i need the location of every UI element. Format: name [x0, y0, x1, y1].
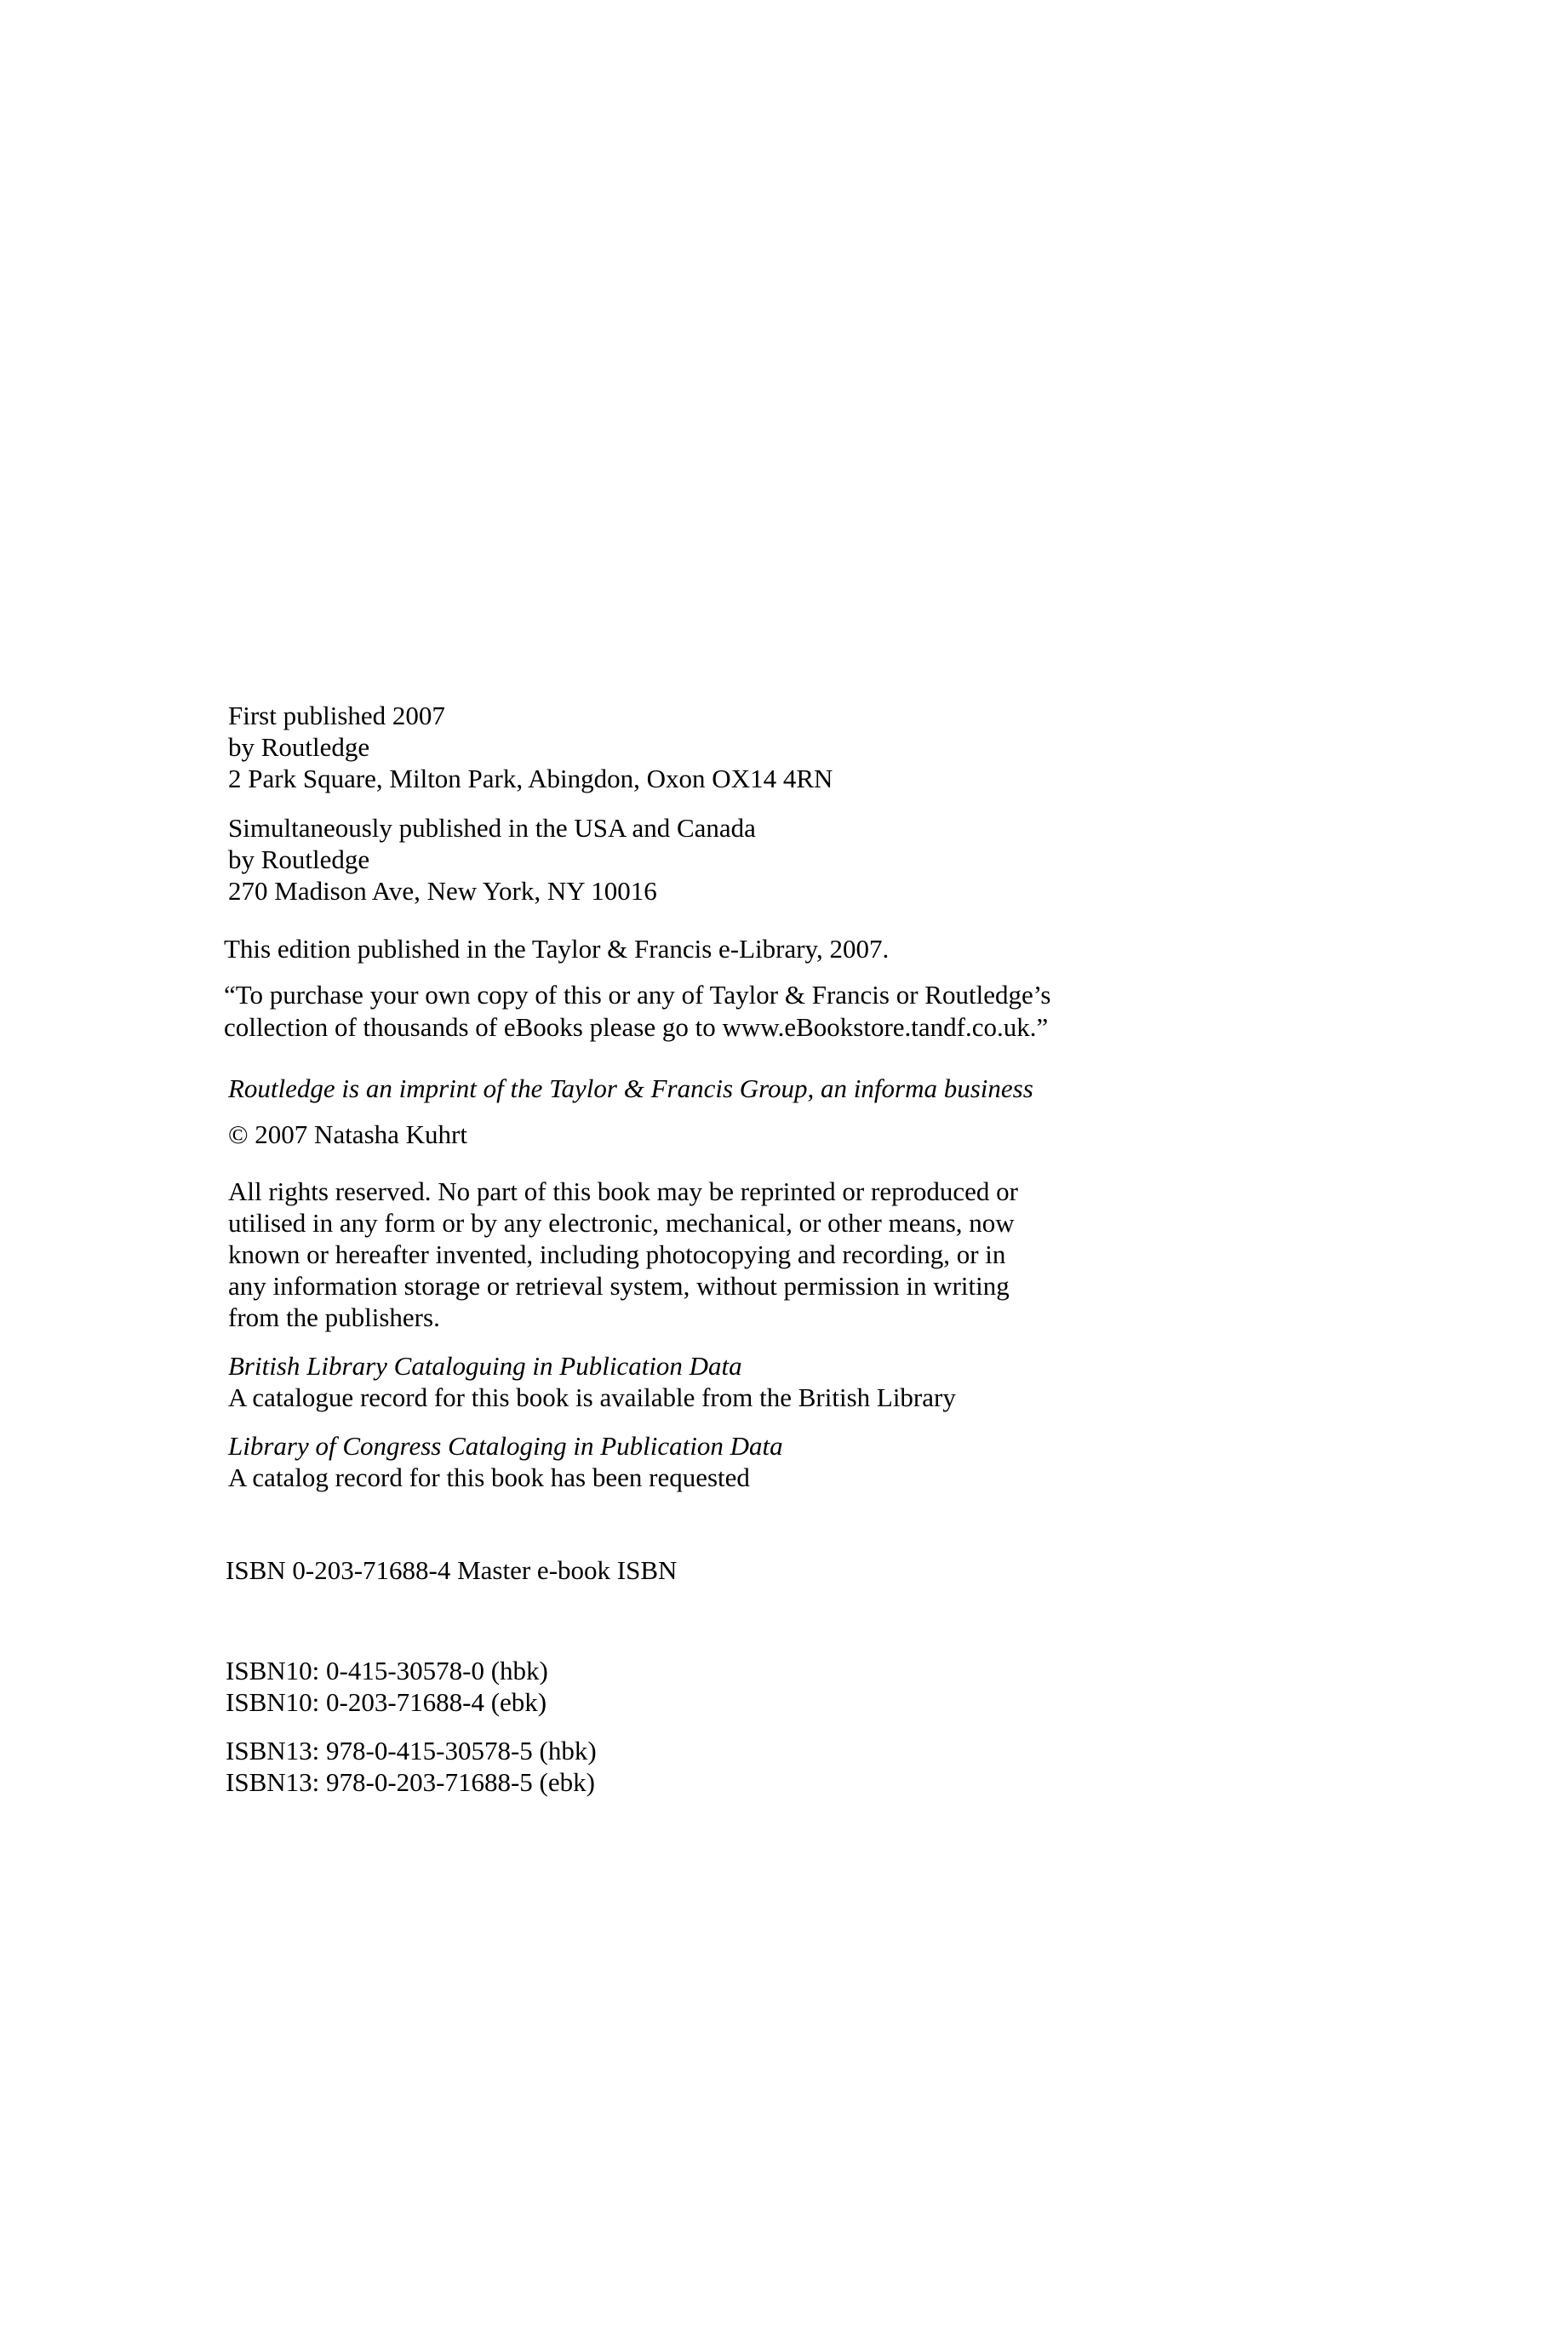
- usa-publisher-line: by Routledge: [228, 844, 370, 874]
- british-library-heading: British Library Cataloguing in Publication Data: [228, 1351, 742, 1381]
- isbn10-hbk: ISBN10: 0-415-30578-0 (hbk): [226, 1656, 548, 1685]
- edition-note: This edition published in the Taylor & Francis e-Library, 2007.: [224, 934, 890, 964]
- british-library-block: [228, 1350, 956, 1413]
- library-of-congress-heading: Library of Congress Cataloging in Publication Data: [228, 1431, 783, 1461]
- simultaneous-publication-line: Simultaneously published in the USA and Canada: [228, 813, 756, 843]
- library-of-congress-block: [228, 1430, 783, 1493]
- rights-line-2: utilised in any form or by any electronic, mechanical, or other means, now: [228, 1208, 1015, 1238]
- rights-line-1: All rights reserved. No part of this book may be reprinted or reproduced or: [228, 1176, 1019, 1206]
- rights-line-5: from the publishers.: [228, 1302, 440, 1332]
- purchase-note-line-2: collection of thousands of eBooks please go to www.eBookstore.tandf.co.uk.”: [224, 1012, 1049, 1042]
- isbn13-hbk: ISBN13: 978-0-415-30578-5 (hbk): [226, 1736, 597, 1765]
- purchase-note-line-1: “To purchase your own copy of this or any of Taylor & Francis or Routledge’s: [224, 980, 1051, 1010]
- library-of-congress-text: A catalog record for this book has been requested: [228, 1462, 750, 1492]
- isbn10-ebk: ISBN10: 0-203-71688-4 (ebk): [226, 1687, 547, 1717]
- rights-block: [228, 1176, 1018, 1333]
- usa-publication-block: [228, 812, 756, 907]
- isbn13-block: [226, 1735, 597, 1798]
- publisher-line: by Routledge: [228, 732, 370, 762]
- first-published-line: First published 2007: [228, 701, 445, 730]
- usa-publisher-address-line: 270 Madison Ave, New York, NY 10016: [228, 876, 657, 906]
- first-publication-block: [228, 700, 833, 794]
- copyright-notice: © 2007 Natasha Kuhrt: [228, 1119, 467, 1149]
- british-library-text: A catalogue record for this book is available from the British Library: [228, 1382, 956, 1412]
- isbn-master: ISBN 0-203-71688-4 Master e-book ISBN: [226, 1555, 678, 1585]
- purchase-note-block: [224, 979, 1050, 1044]
- publisher-address-line: 2 Park Square, Milton Park, Abingdon, Oxon OX14 4RN: [228, 764, 833, 793]
- isbn10-block: [226, 1655, 548, 1718]
- imprint-note: Routledge is an imprint of the Taylor & Francis Group, an informa business: [228, 1073, 1033, 1103]
- rights-line-4: any information storage or retrieval system, without permission in writing: [228, 1271, 1010, 1301]
- isbn13-ebk: ISBN13: 978-0-203-71688-5 (ebk): [226, 1767, 595, 1797]
- rights-line-3: known or hereafter invented, including photocopying and recording, or in: [228, 1239, 1006, 1269]
